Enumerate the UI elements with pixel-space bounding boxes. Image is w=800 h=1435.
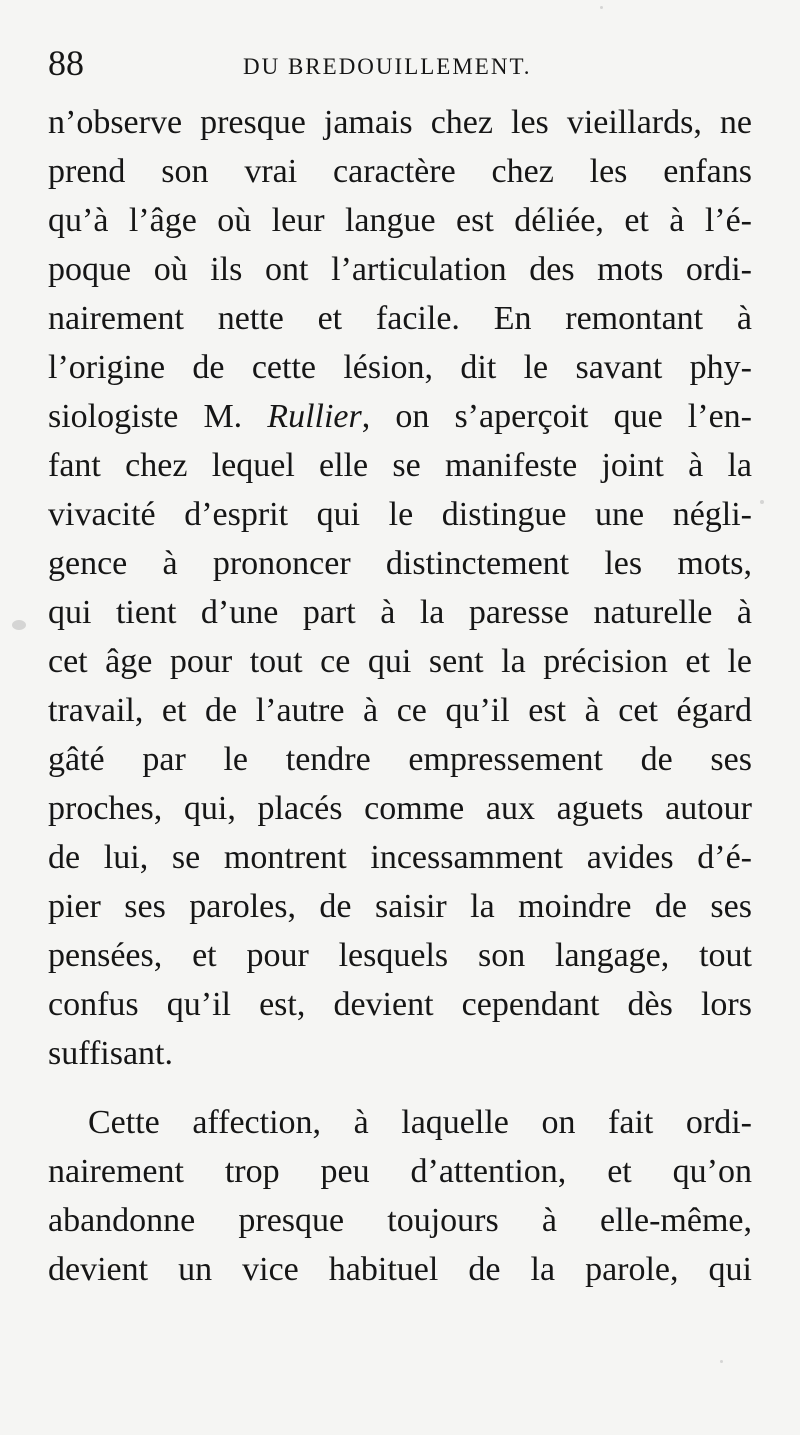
paragraph-2	[48, 1098, 752, 1294]
paragraph-1	[48, 98, 752, 1078]
paragraph-gap	[48, 1078, 752, 1098]
text-line: travail, et de l’autre à ce qu’il est à cet égard	[48, 692, 752, 729]
text-line: suffisant.	[48, 1035, 173, 1072]
text-line: devient un vice habituel de la parole, qui	[48, 1251, 752, 1288]
text-line: qui tient d’une part à la paresse naturelle à	[48, 594, 752, 631]
paper-speck	[720, 1360, 723, 1363]
paper-speck	[600, 6, 603, 9]
text-segment: siologiste M.	[48, 398, 268, 435]
text-line: confus qu’il est, devient cependant dès lors	[48, 986, 752, 1023]
text-line: pensées, et pour lesquels son langage, tout	[48, 937, 752, 974]
text-line: nairement nette et facile. En remontant à	[48, 300, 752, 337]
text-line: poque où ils ont l’articulation des mots ordi-	[48, 251, 752, 288]
page-body	[48, 98, 752, 1294]
text-line: gâté par le tendre empressement de ses	[48, 741, 752, 778]
paper-speck	[760, 500, 764, 504]
text-line: abandonne presque toujours à elle-même,	[48, 1202, 752, 1239]
running-head: DU BREDOUILLEMENT.	[243, 54, 532, 79]
text-line: cet âge pour tout ce qui sent la précision et le	[48, 643, 752, 680]
paper-speck	[12, 620, 26, 630]
text-line: Cette affection, à laquelle on fait ordi-	[88, 1104, 752, 1141]
text-line: fant chez lequel elle se manifeste joint à la	[48, 447, 752, 484]
text-line: proches, qui, placés comme aux aguets autour	[48, 790, 752, 827]
text-line: nairement trop peu d’attention, et qu’on	[48, 1153, 752, 1190]
italic-name: Rullier	[267, 398, 362, 435]
text-line: de lui, se montrent incessamment avides d’é-	[48, 839, 752, 876]
text-line-with-name	[48, 392, 752, 441]
text-line: pier ses paroles, de saisir la moindre de ses	[48, 888, 752, 925]
text-line: l’origine de cette lésion, dit le savant phy-	[48, 349, 752, 386]
text-line: prend son vrai caractère chez les enfans	[48, 153, 752, 190]
page-header	[48, 40, 752, 86]
text-segment: , on s’aperçoit que l’en-	[361, 398, 752, 435]
page-number: 88	[48, 43, 84, 83]
text-line: gence à prononcer distinctement les mots,	[48, 545, 752, 582]
text-line: qu’à l’âge où leur langue est déliée, et à l’é-	[48, 202, 752, 239]
text-line: n’observe presque jamais chez les vieillards, ne	[48, 104, 752, 141]
text-line: vivacité d’esprit qui le distingue une négli-	[48, 496, 752, 533]
